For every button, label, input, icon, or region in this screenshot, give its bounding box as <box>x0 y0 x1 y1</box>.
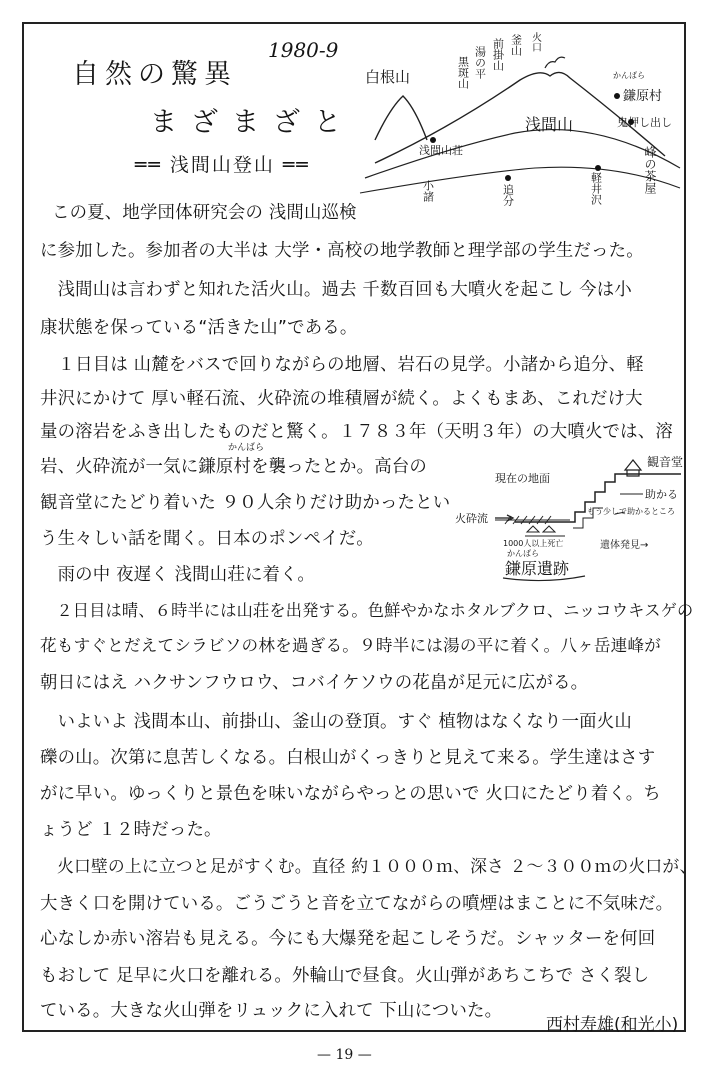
label-minenochaya: 峰の茶屋 <box>643 146 657 194</box>
body-line-19: 火口壁の上に立つと足がすくむ。直径 約１０００ｍ、深さ ２～３００ｍの火口が、 <box>40 856 697 876</box>
body-line-11: 雨の中 夜遅く 浅間山荘に着く。 <box>40 565 315 585</box>
body-line-14: 朝日にはえ ハクサンフウロウ、コバイケソウの花畠が足元に広がる。 <box>40 673 589 693</box>
peak-kamayama: 釜山 <box>509 34 523 56</box>
label-oiwake: 追分 <box>501 184 515 206</box>
body-line-8: 岩、火砕流が一気に鎌原村を襲ったとか。高台の <box>40 457 427 477</box>
ruby-kanbara-body: かんばら <box>228 443 265 453</box>
body-line-2: に参加した。参加者の大半は 大学・高校の地学教師と理学部の学生だった。 <box>40 241 644 261</box>
title-line-1: 自然の驚異 <box>72 59 237 90</box>
label-deaths: 1000人以上死亡 <box>503 539 564 548</box>
body-line-21: 心なしか赤い溶岩も見える。今にも大爆発を起こしそうだ。シャッターを何回 <box>40 929 656 949</box>
label-onioshidashi: 鬼押し出し <box>617 116 672 129</box>
peak-crater: 火口 <box>529 32 541 52</box>
body-line-10: う生々しい話を聞く。日本のポンペイだ。 <box>40 529 374 549</box>
body-line-1: この夏、地学団体研究会の 浅間山巡検 <box>52 203 357 223</box>
label-kannondo: 観音堂 <box>647 455 684 469</box>
body-line-15: いよいよ 浅間本山、前掛山、釜山の登頂。すぐ 植物はなくなり一面火山 <box>40 712 632 732</box>
page-number: — 19 — <box>317 1047 372 1063</box>
kanbara-site-sketch <box>455 450 687 590</box>
body-line-5: １日目は 山麓をバスで回りながらの地層、岩石の見学。小諸から追分、軽 <box>40 355 644 375</box>
body-line-20: 大きく口を開けている。ごうごうと音を立てながらの噴煙はまことに不気味だ。 <box>40 894 674 914</box>
body-line-12: ２日目は晴、６時半には山荘を出発する。色鮮やかなホタルブクロ、ニッコウキスゲの <box>40 601 694 620</box>
body-line-18: ょうど １２時だった。 <box>40 820 222 840</box>
date: 1980-9 <box>268 38 339 62</box>
label-kanbara: 鎌原村 <box>623 89 663 104</box>
peak-maekake: 前掛山 <box>491 38 505 71</box>
body-line-13: 花もすぐとだえてシラビソの林を過ぎる。９時半には湯の平に着く。八ヶ岳連峰が <box>40 636 662 655</box>
body-line-23: ている。大きな火山弾をリュックに入れて 下山についた。 <box>40 1001 503 1021</box>
label-almost: もう少しで助かるところ <box>587 507 675 516</box>
label-lodge: 浅間山荘 <box>419 144 463 157</box>
body-line-22: もおして 足早に火口を離れる。外輪山で昼食。火山弾があちこちで さく裂し <box>40 966 650 986</box>
body-line-16: 礫の山。次第に息苦しくなる。白根山がくっきりと見えて来る。学生達はさす <box>40 748 656 768</box>
body-line-6: 井沢にかけて 厚い軽石流、火砕流の堆積層が続く。よくもまあ、これだけ大 <box>40 389 643 409</box>
peak-kurofu: 黒斑山 <box>456 56 470 89</box>
sketch-caption: 鎌原遺跡 <box>505 559 570 578</box>
ruby-kanbara-map: かんばら <box>613 71 645 80</box>
label-current-ground: 現在の地面 <box>495 472 550 485</box>
body-line-17: がに早い。ゆっくりと景色を味いながらやっとの思いで 火口にたどり着く。ち <box>40 784 661 804</box>
label-asama: 浅間山 <box>525 115 574 134</box>
author-signature: 西村寿雄(和光小) <box>546 1015 679 1035</box>
label-karuizawa: 軽井沢 <box>589 172 603 205</box>
body-line-7: 量の溶岩をふき出したものだと驚く。１７８３年（天明３年）の大噴火では、溶 <box>40 422 673 442</box>
ruby-kanbara-sketch: かんばら <box>507 549 539 558</box>
label-pyroclastic: 火砕流 <box>455 512 488 525</box>
title-line-2: まざまざと <box>150 107 355 138</box>
subtitle: ══ 浅間山登山 ══ <box>135 154 310 176</box>
body-line-3: 浅間山は言わずと知れた活火山。過去 千数百回も大噴火を起こし 今は小 <box>40 280 632 300</box>
label-survived: 助かる <box>645 488 678 501</box>
peak-yunotaira: 湯の平 <box>473 46 487 79</box>
label-komoro: 小諸 <box>421 180 435 202</box>
label-remains-found: 遺体発見→ <box>600 540 649 551</box>
asama-map-sketch <box>355 28 685 218</box>
body-line-9: 観音堂にたどり着いた ９０人余りだけ助かったとい <box>40 493 451 513</box>
label-shirane: 白根山 <box>365 68 411 86</box>
body-line-4: 康状態を保っている“活きた山”である。 <box>40 318 358 338</box>
